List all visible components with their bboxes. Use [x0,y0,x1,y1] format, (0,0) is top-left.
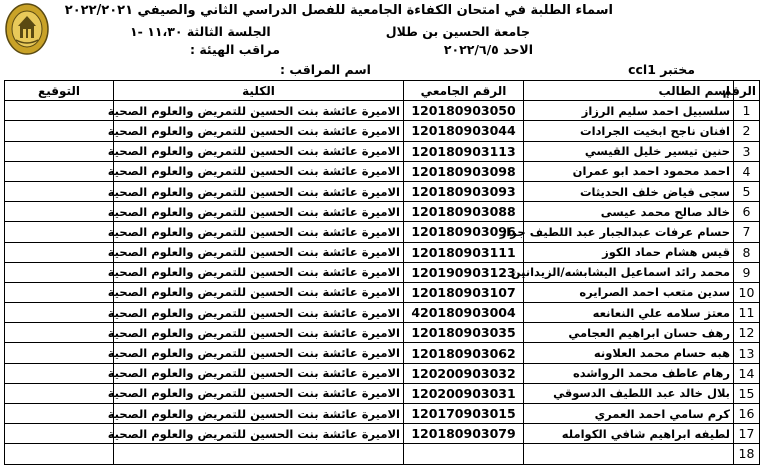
row-number: 14 [734,363,760,383]
row-number: 13 [734,343,760,363]
student-name: رهف حسان ابراهيم العجامي [524,323,734,343]
student-id: 120180903079 [404,424,524,444]
signature-cell [5,161,114,181]
college-name: الاميرة عائشة بنت الحسين للتمريض والعلوم الصحية [114,262,404,282]
table-row [5,161,760,181]
student-name: سدين متعب احمد الصرايره [524,282,734,302]
student-id [404,444,524,464]
student-id: 120170903015 [404,404,524,424]
student-name: محمد رائد اسماعيل البشابشه/الزيدانين [524,262,734,282]
college-name: الاميرة عائشة بنت الحسين للتمريض والعلوم الصحية [114,343,404,363]
student-name: سجى فياض خلف الحديثات [524,181,734,201]
row-number: 16 [734,404,760,424]
student-id: 120200903031 [404,383,524,403]
student-id: 120180903107 [404,282,524,302]
table-row [5,444,760,464]
table-row [5,222,760,242]
table-header-row [5,81,760,101]
row-number: 10 [734,282,760,302]
row-number: 18 [734,444,760,464]
table-row [5,303,760,323]
college-name: الاميرة عائشة بنت الحسين للتمريض والعلوم الصحية [114,161,404,181]
table-row [5,282,760,302]
student-id: 420180903004 [404,303,524,323]
college-name: الاميرة عائشة بنت الحسين للتمريض والعلوم الصحية [114,282,404,302]
row-number: 12 [734,323,760,343]
signature-cell [5,222,114,242]
table-row [5,141,760,161]
signature-cell [5,141,114,161]
table-row [5,323,760,343]
session-label: الجلسة الثالثة ١١،٣٠ -١ [130,24,271,39]
table-row [5,343,760,363]
row-number: 8 [734,242,760,262]
student-name: قيس هشام حماد الكوز [524,242,734,262]
college-name: الاميرة عائشة بنت الحسين للتمريض والعلوم الصحية [114,383,404,403]
students-table [4,80,760,465]
university-seal-icon [4,2,50,56]
college-name: الاميرة عائشة بنت الحسين للتمريض والعلوم الصحية [114,101,404,121]
table-row [5,202,760,222]
signature-cell [5,282,114,302]
table-row [5,424,760,444]
row-number: 4 [734,161,760,181]
student-name: افنان ناجح ابخيت الجرادات [524,121,734,141]
signature-cell [5,323,114,343]
row-number: 6 [734,202,760,222]
student-name: لطيفه ابراهيم شافي الكوامله [524,424,734,444]
row-number: 15 [734,383,760,403]
college-name: الاميرة عائشة بنت الحسين للتمريض والعلوم الصحية [114,303,404,323]
student-id: 120180903111 [404,242,524,262]
student-name: بلال خالد عبد اللطيف الدسوقي [524,383,734,403]
signature-cell [5,343,114,363]
student-name: احمد محمود احمد ابو عمران [524,161,734,181]
college-name [114,444,404,464]
student-id: 120180903035 [404,323,524,343]
signature-cell [5,262,114,282]
col-header-uid: الرقم الجامعي [404,81,524,101]
row-number: 9 [734,262,760,282]
student-id: 120180903096 [404,222,524,242]
row-number: 3 [734,141,760,161]
document-title: اسماء الطلبة في امتحان الكفاءة الجامعية للفصل الدراسي الثاني والصيفي ٢٠٢٢/٢٠٢١ [64,3,613,18]
table-row [5,101,760,121]
student-id: 120180903044 [404,121,524,141]
signature-cell [5,444,114,464]
col-header-college: الكلية [114,81,404,101]
student-name: خالد صالح محمد عيسى [524,202,734,222]
table-row [5,181,760,201]
student-id: 120180903088 [404,202,524,222]
college-name: الاميرة عائشة بنت الحسين للتمريض والعلوم الصحية [114,222,404,242]
row-number: 1 [734,101,760,121]
col-header-name: إسم الطالب [524,81,734,101]
student-name [524,444,734,464]
lab-label: مختبر ccl1 [628,62,695,77]
student-id: 120190903123 [404,262,524,282]
table-row [5,363,760,383]
table-row [5,262,760,282]
college-name: الاميرة عائشة بنت الحسين للتمريض والعلوم الصحية [114,141,404,161]
signature-cell [5,404,114,424]
college-name: الاميرة عائشة بنت الحسين للتمريض والعلوم الصحية [114,181,404,201]
college-name: الاميرة عائشة بنت الحسين للتمريض والعلوم الصحية [114,121,404,141]
college-name: الاميرة عائشة بنت الحسين للتمريض والعلوم الصحية [114,323,404,343]
university-name: جامعة الحسين بن طلال [385,24,530,39]
table-row [5,404,760,424]
table-row [5,383,760,403]
college-name: الاميرة عائشة بنت الحسين للتمريض والعلوم الصحية [114,202,404,222]
signature-cell [5,424,114,444]
signature-cell [5,101,114,121]
student-name: معتز سلامه علي النعانعه [524,303,734,323]
row-number: 17 [734,424,760,444]
signature-cell [5,363,114,383]
signature-cell [5,303,114,323]
signature-cell [5,383,114,403]
college-name: الاميرة عائشة بنت الحسين للتمريض والعلوم الصحية [114,424,404,444]
observer-name-label: اسم المراقب : [280,62,371,77]
college-name: الاميرة عائشة بنت الحسين للتمريض والعلوم الصحية [114,363,404,383]
exam-date: الاحد ٢٠٢٢/٦/٥ [443,42,533,57]
col-header-signature: التوقيع [5,81,114,101]
student-name: حنين تيسير خليل القيسي [524,141,734,161]
student-id: 120180903062 [404,343,524,363]
student-name: رهام عاطف محمد الرواشده [524,363,734,383]
table-row [5,242,760,262]
student-id: 120200903032 [404,363,524,383]
student-name: هبه حسام محمد العلاونه [524,343,734,363]
row-number: 2 [734,121,760,141]
row-number: 11 [734,303,760,323]
observer-label: مراقب الهيئة : [190,42,280,57]
student-id: 120180903093 [404,181,524,201]
signature-cell [5,121,114,141]
student-name: كرم سامي احمد العمري [524,404,734,424]
student-name: سلسبيل احمد سليم الرزاز [524,101,734,121]
table-row [5,121,760,141]
signature-cell [5,242,114,262]
college-name: الاميرة عائشة بنت الحسين للتمريض والعلوم الصحية [114,242,404,262]
student-id: 120180903050 [404,101,524,121]
student-name: حسام عرفات عبدالجبار عبد اللطيف جرار [524,222,734,242]
college-name: الاميرة عائشة بنت الحسين للتمريض والعلوم الصحية [114,404,404,424]
signature-cell [5,181,114,201]
row-number: 5 [734,181,760,201]
student-id: 120180903098 [404,161,524,181]
col-header-num: الرقم [734,81,760,101]
signature-cell [5,202,114,222]
student-id: 120180903113 [404,141,524,161]
row-number: 7 [734,222,760,242]
